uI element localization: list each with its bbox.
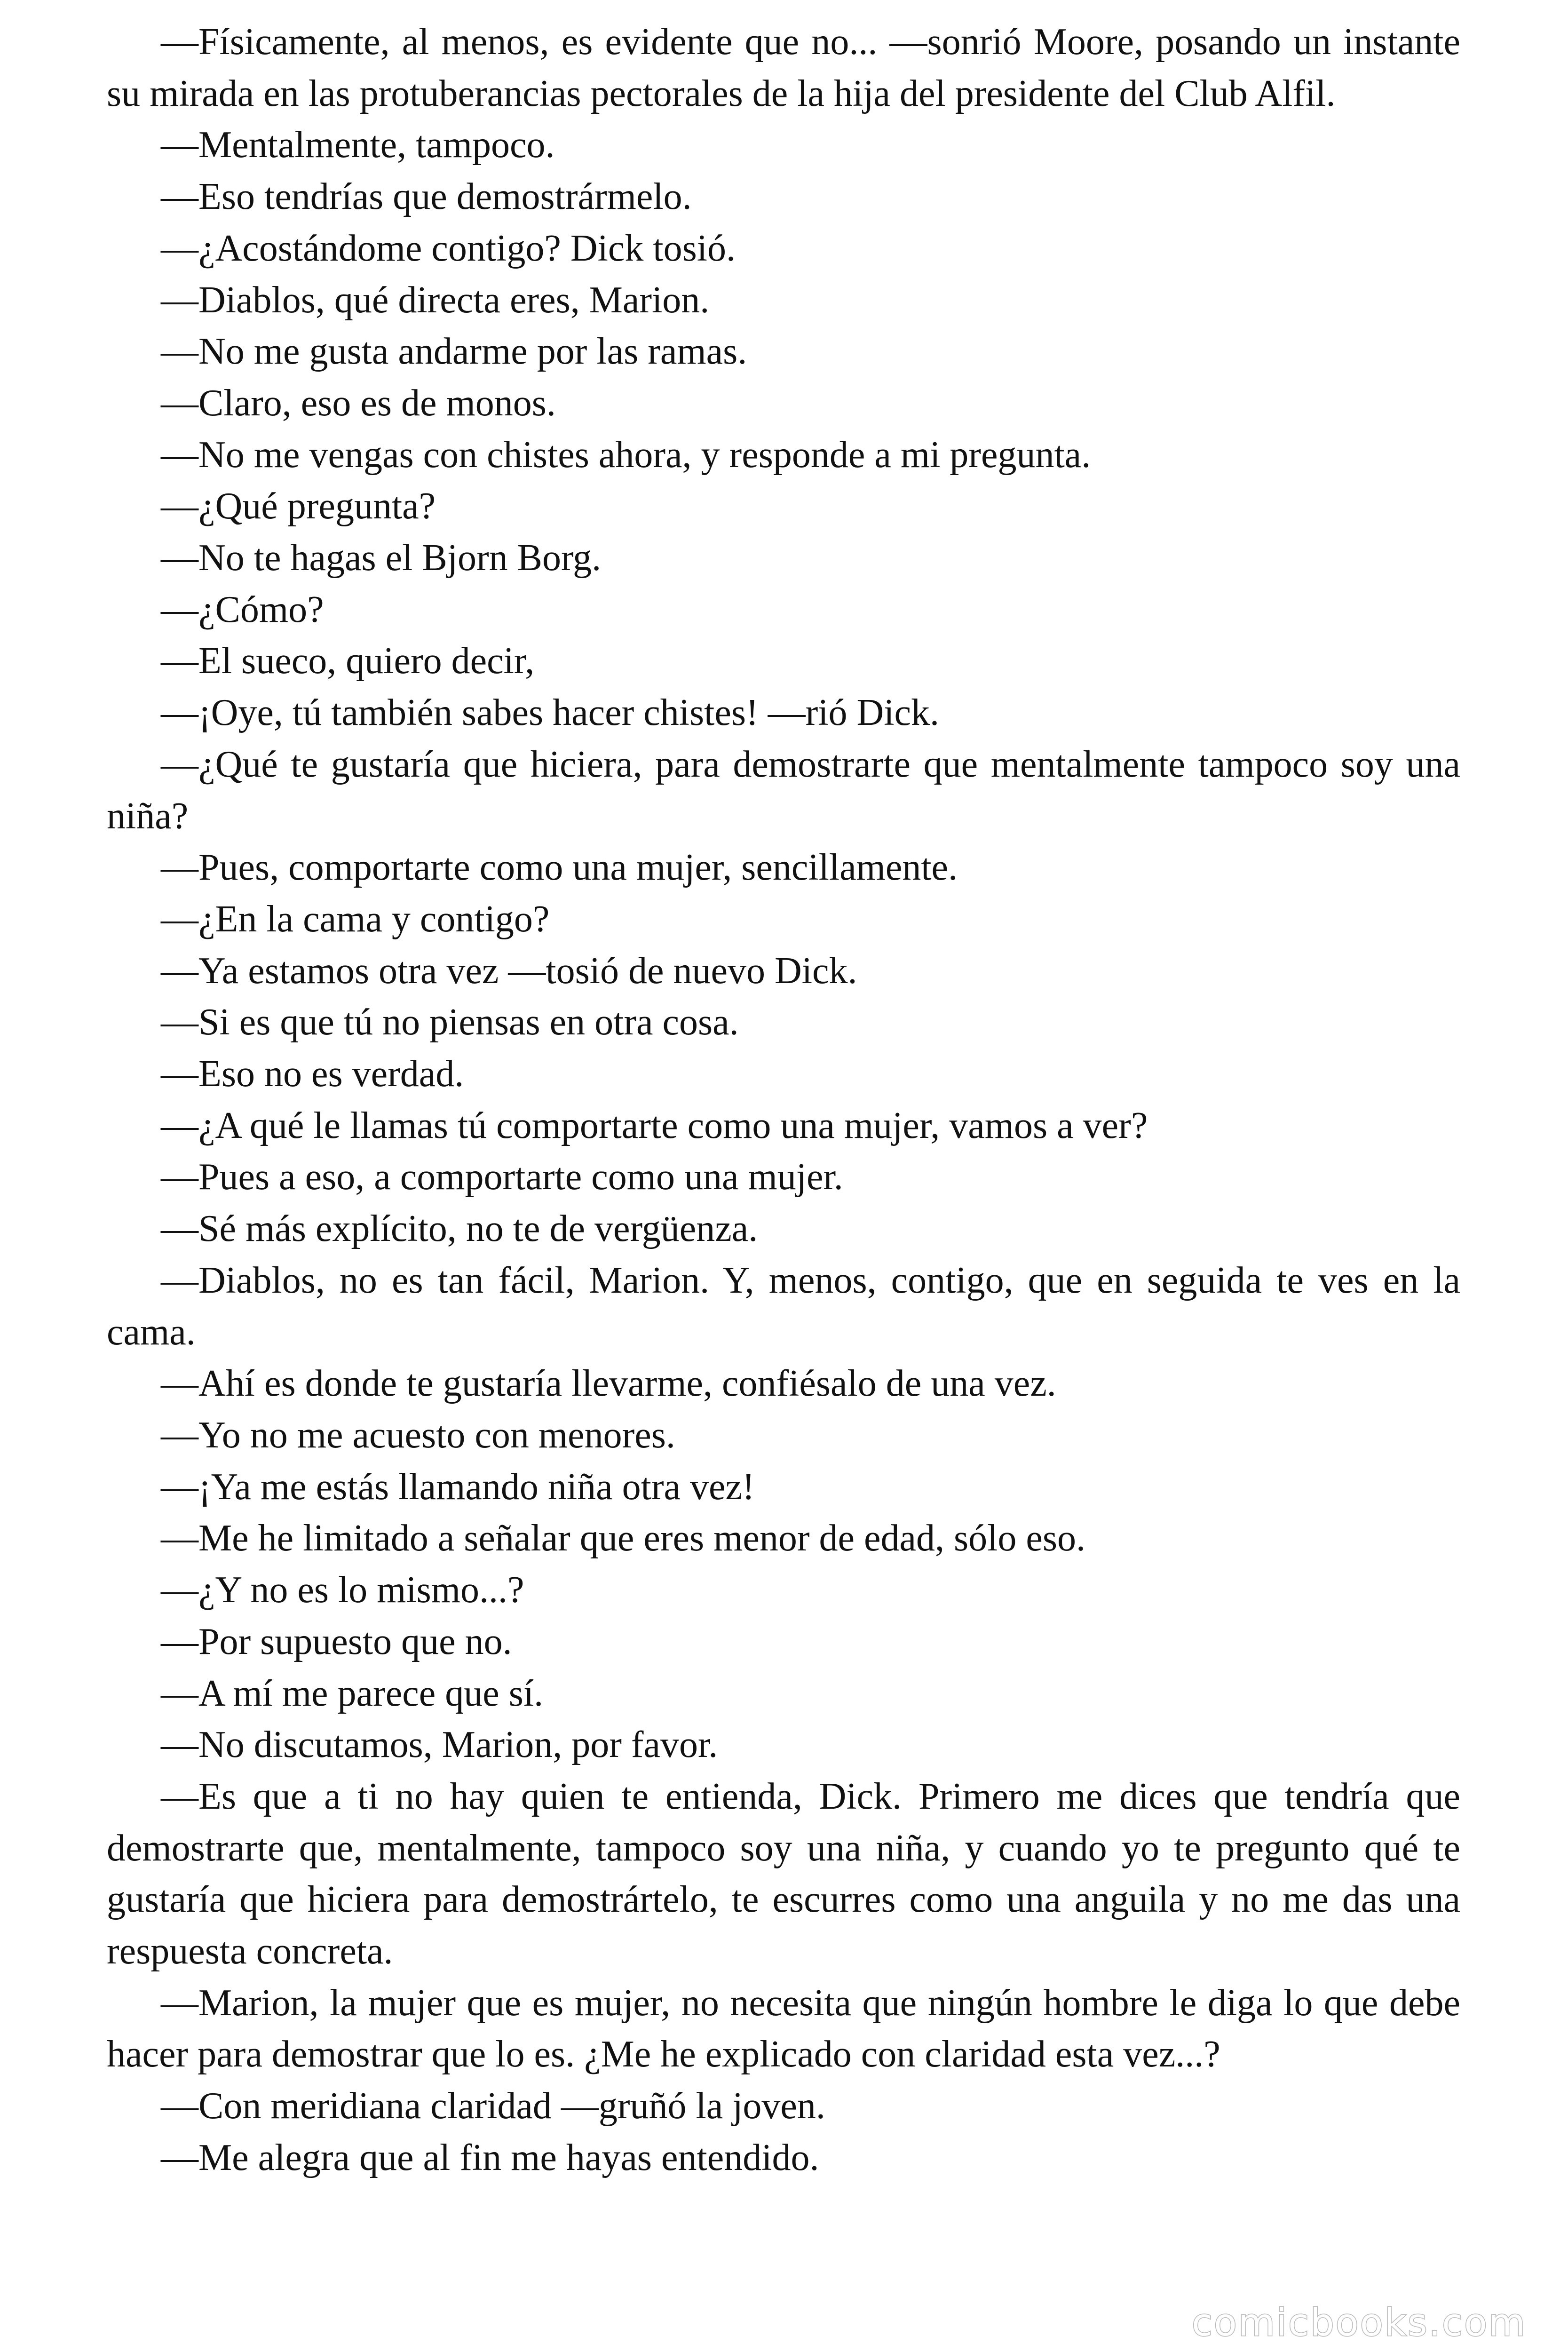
dialogue-paragraph: —Pues, comportarte como una mujer, sencillamente. [161, 847, 958, 889]
watermark: comicbooks.com [1191, 2301, 1527, 2344]
dialogue-paragraph: —Me he limitado a señalar que eres menor de edad, sólo eso. [161, 1518, 1086, 1559]
dialogue-paragraph: —¿En la cama y contigo? [161, 898, 550, 940]
dialogue-paragraph: —¿A qué le llamas tú comportarte como una mujer, vamos a ver? [161, 1104, 1148, 1146]
dialogue-paragraph: —Eso tendrías que demostrármelo. [161, 176, 692, 218]
dialogue-paragraph: —No te hagas el Bjorn Borg. [161, 537, 602, 579]
dialogue-paragraph: —¡Ya me estás llamando niña otra vez! [161, 1466, 755, 1508]
dialogue-paragraph: —¿Acostándome contigo? Dick tosió. [161, 227, 736, 269]
dialogue-paragraph: —¿Y no es lo mismo...? [161, 1569, 524, 1611]
dialogue-paragraph: —¿Qué te gustaría que hiciera, para demostrarte que mentalmente tampoco soy una niña? [107, 743, 1460, 837]
dialogue-paragraph: —Marion, la mujer que es mujer, no necesita que ningún hombre le diga lo que debe hacer para demostrar que lo es. ¿Me he explicado con claridad esta vez...? [107, 1982, 1460, 2075]
dialogue-paragraph: —¿Cómo? [161, 588, 324, 630]
dialogue-paragraph: —Físicamente, al menos, es evidente que no... —sonrió Moore, posando un instante su mirada en las protuberancias pectorales de la hija del presidente del Club Alfil. [107, 21, 1460, 114]
dialogue-paragraph: —Es que a ti no hay quien te entienda, Dick. Primero me dices que tendría que demostrarte que, mentalmente, tampoco soy una niña, y cuando yo te pregunto qué te gustaría que hiciera para demostrártelo, te escurres como una anguila y no me das una respuesta concreta. [107, 1775, 1460, 1972]
dialogue-paragraph: —Pues a eso, a comportarte como una mujer. [161, 1156, 843, 1198]
dialogue-paragraph: —No me vengas con chistes ahora, y responde a mi pregunta. [161, 434, 1091, 476]
dialogue-paragraph: —¿Qué pregunta? [161, 485, 436, 527]
dialogue-paragraph: —No discutamos, Marion, por favor. [161, 1724, 718, 1766]
dialogue-paragraph: —Ya estamos otra vez —tosió de nuevo Dick. [161, 950, 857, 992]
dialogue-paragraph: —Sé más explícito, no te de vergüenza. [161, 1208, 758, 1250]
dialogue-paragraph: —Si es que tú no piensas en otra cosa. [161, 1001, 739, 1043]
dialogue-paragraph: —El sueco, quiero decir, [161, 640, 535, 682]
dialogue-paragraph: —No me gusta andarme por las ramas. [161, 331, 747, 373]
dialogue-paragraph: —Con meridiana claridad —gruñó la joven. [161, 2085, 825, 2127]
book-page-text [107, 16, 1460, 2184]
dialogue-paragraph: —A mí me parece que sí. [161, 1672, 544, 1714]
dialogue-paragraph: —Claro, eso es de monos. [161, 382, 556, 424]
dialogue-paragraph: —Por supuesto que no. [161, 1621, 512, 1662]
dialogue-paragraph: —Yo no me acuesto con menores. [161, 1414, 675, 1456]
dialogue-paragraph: —Me alegra que al fin me hayas entendido. [161, 2137, 819, 2178]
dialogue-paragraph: —Diablos, qué directa eres, Marion. [161, 279, 710, 321]
dialogue-paragraph: —Ahí es donde te gustaría llevarme, confiésalo de una vez. [161, 1363, 1056, 1405]
dialogue-paragraph: —¡Oye, tú también sabes hacer chistes! —rió Dick. [161, 692, 940, 734]
dialogue-paragraph: —Mentalmente, tampoco. [161, 124, 555, 166]
dialogue-paragraph: —Eso no es verdad. [161, 1053, 464, 1095]
dialogue-paragraph: —Diablos, no es tan fácil, Marion. Y, menos, contigo, que en seguida te ves en la cama. [107, 1259, 1460, 1353]
